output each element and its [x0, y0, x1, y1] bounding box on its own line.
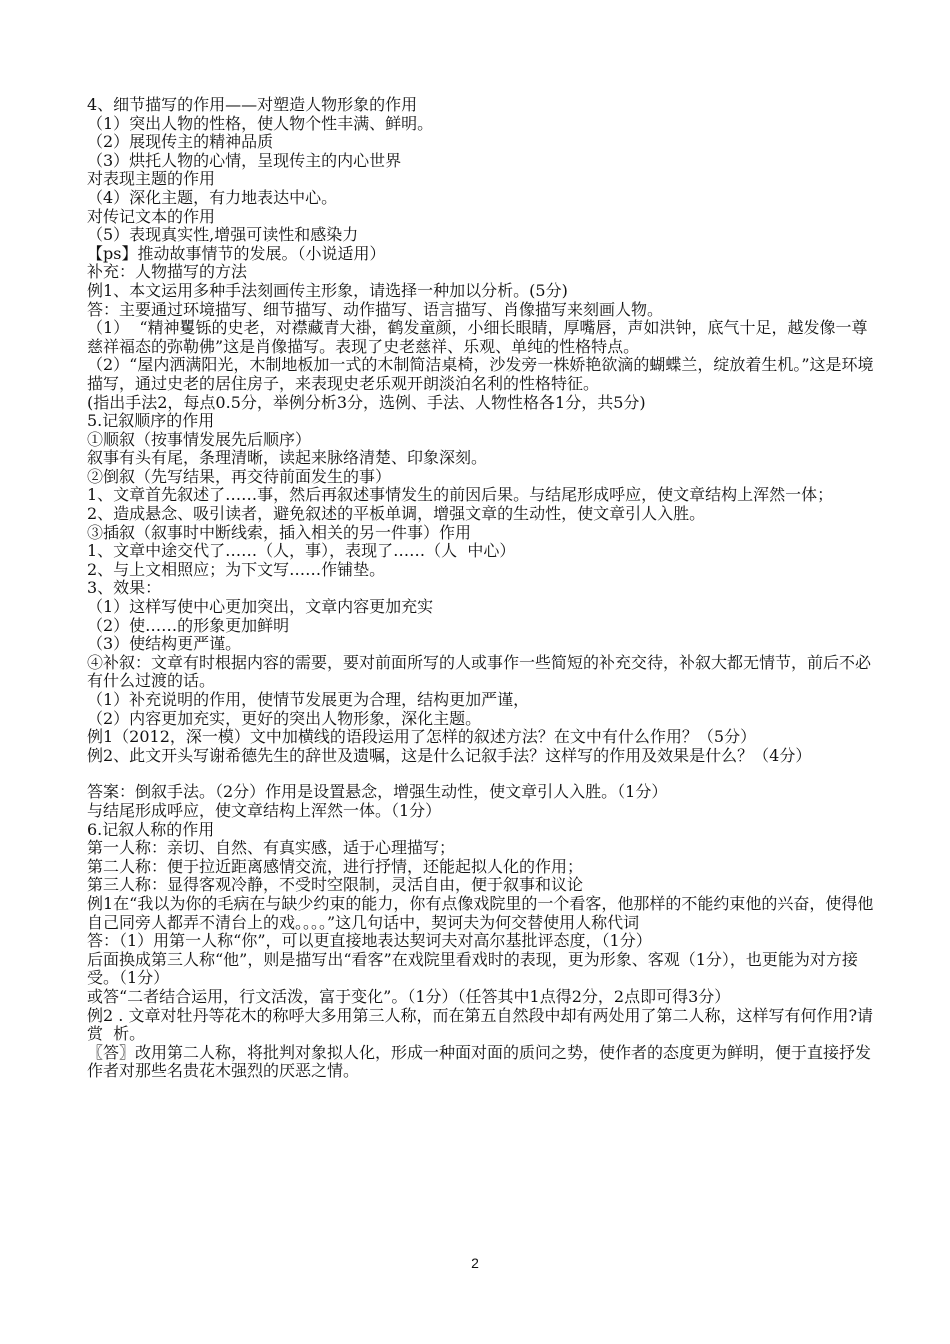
blank-line [87, 765, 877, 783]
text-line: 与结尾形成呼应，使文章结构上浑然一体。（1分） [87, 800, 442, 820]
text-line: 答案：倒叙手法。（2分）作用是设置悬念，增强生动性，使文章引人入胜。（1分） [87, 782, 668, 802]
text-line: （3）使结构更严谨。 [87, 634, 242, 654]
text-line: ②倒叙（先写结果，再交待前面发生的事） [87, 466, 392, 486]
text-line: 〖答〗改用第二人称，将批判对象拟人化，形成一种面对面的质问之势，使作者的态度更为鲜明，便于直接抒发作者对那些名贵花木强烈的厌恶之情。 [87, 1042, 872, 1081]
text-line: 【ps】推动故事情节的发展。（小说适用） [87, 243, 386, 263]
text-line: （5）表现真实性,增强可读性和感染力 [87, 225, 359, 245]
text-line: 答：（1）用第一人称“你”，可以更直接地表达契诃夫对高尔基批评态度，（1分） [87, 931, 652, 951]
text-line: 后面换成第三人称“他”，则是描写出“看客”在戏院里看戏时的表现，更为形象、客观（1分），也更能为对方接受。（1分） [87, 949, 858, 988]
text-line: 第一人称：亲切、自然、有真实感，适于心理描写； [87, 838, 456, 858]
text-line: 对表现主题的作用 [87, 169, 216, 189]
page-number: 2 [471, 1255, 479, 1271]
text-line: 对传记文本的作用 [87, 206, 216, 226]
text-line: 补充：人物描写的方法 [87, 262, 248, 282]
text-line: （3）烘托人物的心情，呈现传主的内心世界 [87, 150, 402, 170]
text-line: （1）补充说明的作用，使情节发展更为合理，结构更加严谨， [87, 690, 530, 709]
text-line: 1、文章中途交代了……（人，事），表现了……（人 中心） [87, 541, 516, 561]
text-line: 3、效果： [87, 578, 162, 598]
text-line: 5.记叙顺序的作用 [87, 411, 215, 431]
text-line: （4）深化主题，有力地表达中心。 [87, 187, 338, 207]
text-line: 例2 . 文章对牡丹等花木的称呼大多用第三人称，而在第五自然段中却有两处用了第二人称，这样写有何作用?请赏 析。 [87, 1005, 874, 1044]
text-line: （1）突出人物的性格，使人物个性丰满、鲜明。 [87, 113, 434, 133]
text-line: 4、细节描写的作用——对塑造人物形象的作用 [87, 95, 418, 114]
text-line: （2）使……的形象更加鲜明 [87, 615, 290, 635]
text-line: （2）“屋内洒满阳光，木制地板加一式的木制简洁桌椅，沙发旁一株娇艳欲滴的蝴蝶兰，绽放着生机。”这是环境描写，通过史老的居住房子，来表现史老乐观开朗淡泊名利的性格特征。 [87, 355, 874, 393]
text-line: ④补叙：文章有时根据内容的需要，要对前面所写的人或事作一些简短的补充交待，补叙大都无情节，前后不必有什么过渡的话。 [87, 652, 872, 691]
text-line: 例1、本文运用多种手法刻画传主形象，请选择一种加以分析。(5分) [87, 280, 568, 300]
text-line: （1）这样写使中心更加突出，文章内容更加充实 [87, 597, 434, 617]
text-line: 1、文章首先叙述了……事，然后再叙述事情发生的前因后果。与结尾形成呼应，使文章结构上浑然一体； [87, 485, 834, 505]
text-line: 2、造成悬念、吸引读者，避免叙述的平板单调，增强文章的生动性，使文章引人入胜。 [87, 504, 706, 524]
text-line: ③插叙（叙事时中断线索，插入相关的另一件事）作用 [87, 522, 472, 542]
text-line: 或答“二者结合运用，行文活泼，富于变化”。（1分）（任答其中1点得2分，2点即可得3分） [87, 986, 731, 1006]
text-line: （2）内容更加充实，更好的突出人物形象，深化主题。 [87, 708, 482, 728]
text-line: 例2、此文开头写谢希德先生的辞世及遗嘱，这是什么记叙手法？这样写的作用及效果是什么？（4分） [87, 745, 812, 765]
text-line: 第三人称：显得客观冷静，不受时空限制，灵活自由，便于叙事和议论 [87, 875, 584, 895]
text-line: 6.记叙人称的作用 [87, 819, 215, 839]
text-line: 叙事有头有尾，条理清晰，读起来脉络清楚、印象深刻。 [87, 448, 488, 468]
text-line: （1） “精神矍铄的史老，对襟藏青大褂，鹤发童颜，小细长眼睛，厚嘴唇，声如洪钟，底气十足，越发像一尊慈祥福态的弥勒佛”这是肖像描写。表现了史老慈祥、乐观、单纯的性格特点。 [87, 318, 868, 356]
text-line: 答：主要通过环境描写、细节描写、动作描写、语言描写、肖像描写来刻画人物。 [87, 299, 664, 319]
text-line: 2、与上文相照应；为下文写……作铺垫。 [87, 559, 386, 579]
text-line: ①顺叙（按事情发展先后顺序） [87, 429, 312, 449]
text-line: 例1在“我以为你的毛病在与缺少约束的能力，你有点像戏院里的一个看客，他那样的不能约束他的兴奋，使得他自己同旁人都弄不清台上的戏。。。。”这几句话中，契诃夫为何交替使用人称代词 [87, 893, 874, 932]
document-body [87, 96, 877, 1081]
text-line: （2）展现传主的精神品质 [87, 132, 274, 152]
text-line: (指出手法2，每点0.5分，举例分析3分，选例、手法、人物性格各1分，共5分) [87, 392, 646, 412]
text-line: 第二人称：便于拉近距离感情交流，进行抒情，还能起拟人化的作用； [87, 856, 584, 876]
text-line: 例1（2012，深一模）文中加横线的语段运用了怎样的叙述方法？在文中有什么作用？（5分） [87, 727, 757, 747]
